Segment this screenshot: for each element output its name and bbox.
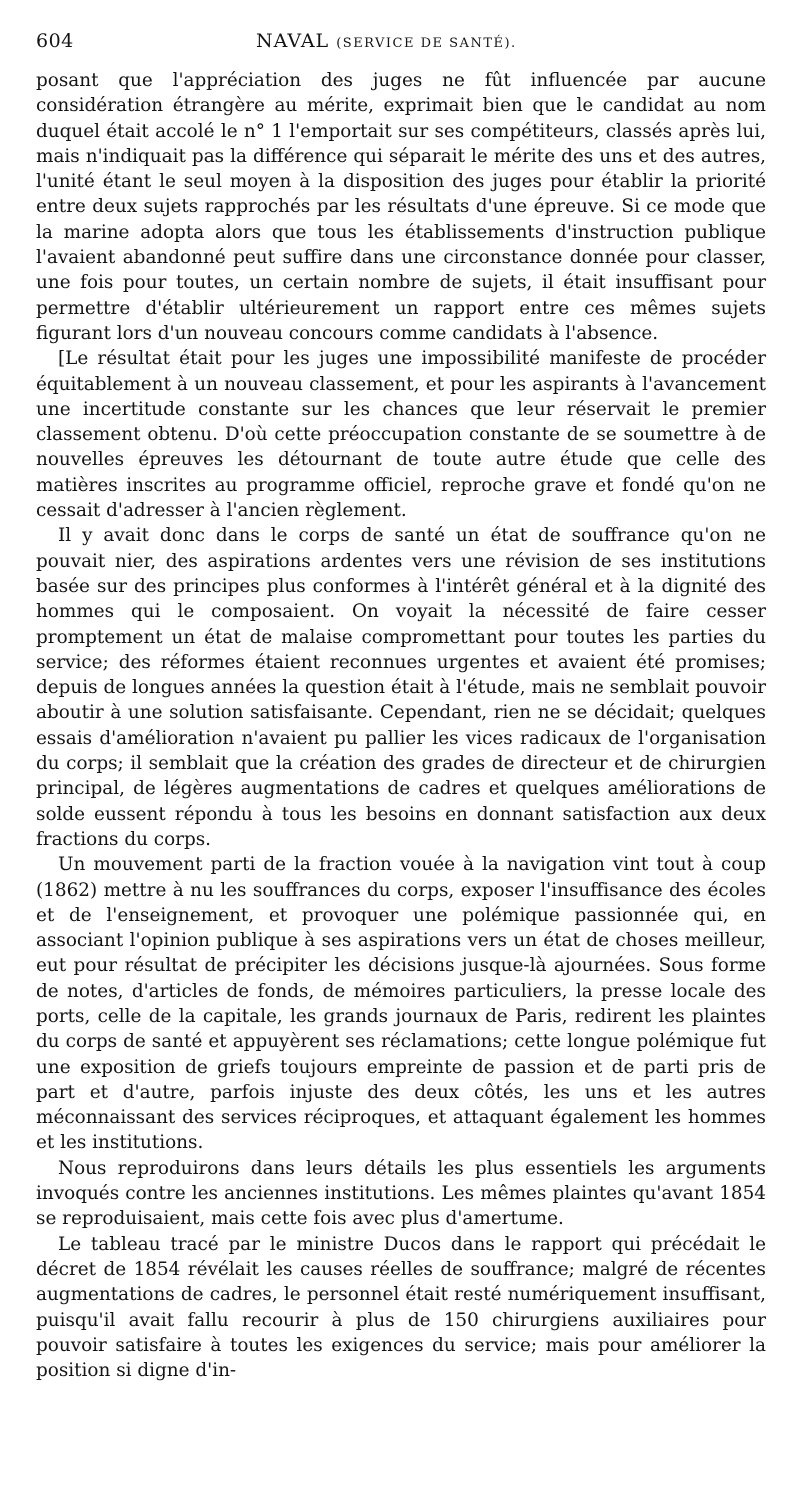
paragraph-4: Un mouvement parti de la fraction vouée à la navigation vint tout à coup (1862) mettre à nu les souffrances du corps, exposer l'insuffisance des écoles et de l'enseignement, et provoquer une polémique passionnée qui, en associant l'opinion publique à ses aspirations vers un état de choses meilleur, eut pour résultat de précipiter les décisions jusque-là ajournées. Sous forme de notes, d'articles de fonds, de mémoires particuliers, la presse locale des ports, celle de la capitale, les grands journaux de Paris, redirent les plaintes du corps de santé et appuyèrent ses réclamations; cette longue polémique fut une exposition de griefs toujours empreinte de passion et de parti pris de part et d'autre, parfois injuste des deux côtés, les uns et les autres méconnaissant des services réciproques, et attaquant également les hommes et les institutions. [36, 854, 766, 1154]
paragraph-5: Nous reproduirons dans leurs détails les plus essentiels les arguments invoqués contre les anciennes institutions. Les mêmes plaintes qu'avant 1854 se reproduisaient, mais cette fois avec plus d'amertume. [36, 1157, 766, 1230]
running-head-title: NAVAL [256, 30, 330, 52]
body-text [36, 68, 766, 1383]
page-header [36, 0, 766, 56]
page-number: 604 [36, 30, 74, 52]
paragraph-6: Le tableau tracé par le ministre Ducos dans le rapport qui précédait le décret de 1854 révélait les causes réelles de souffrance; malgré de récentes augmentations de cadres, le personnel était resté numériquement insuffisant, puisqu'il avait fallu recourir à plus de 150 chirurgiens auxiliaires pour pouvoir satisfaire à toutes les exigences du service; mais pour améliorer la position si digne d'in- [36, 1233, 766, 1382]
paragraph-2: [Le résultat était pour les juges une impossibilité manifeste de procéder équitablement à un nouveau classement, et pour les aspirants à l'avancement une incertitude constante sur les chances que leur réservait le premier classement obtenu. D'où cette préoccupation constante de se soumettre à de nouvelles épreuves les détournant de toute autre étude que celle des matières inscrites au programme officiel, reproche grave et fondé qu'on ne cessait d'adresser à l'ancien règlement. [36, 348, 766, 522]
running-head-subtitle: (SERVICE DE SANTÉ). [336, 36, 517, 51]
paragraph-3: Il y avait donc dans le corps de santé un état de souffrance qu'on ne pouvait nier, des aspirations ardentes vers une révision de ses institutions basée sur des principes plus conformes à l'intérêt général et à la dignité des hommes qui le composaient. On voyait la nécessité de faire cesser promptement un état de malaise compromettant pour toutes les parties du service; des réformes étaient reconnues urgentes et avaient été promises; depuis de longues années la question était à l'étude, mais ne semblait pouvoir aboutir à une solution satisfaisante. Cependant, rien ne se décidait; quelques essais d'amélioration n'avaient pu pallier les vices radicaux de l'organisation du corps; il semblait que la création des grades de directeur et de chirurgien principal, de légères augmentations de cadres et quelques améliorations de solde eussent répondu à tous les besoins en donnant satisfaction aux deux fractions du corps. [36, 525, 766, 850]
document-page [36, 0, 766, 1382]
paragraph-1: posant que l'appréciation des juges ne fût influencée par aucune considération étrangère au mérite, exprimait bien que le candidat au nom duquel était accolé le n° 1 l'emportait sur ses compétiteurs, classés après lui, mais n'indiquait pas la différence qui séparait le mérite des uns et des autres, l'unité étant le seul moyen à la disposition des juges pour établir la priorité entre deux sujets rapprochés par les résultats d'une épreuve. Si ce mode que la marine adopta alors que tous les établissements d'instruction publique l'avaient abandonné peut suffire dans une circonstance donnée pour classer, une fois pour toutes, un certain nombre de sujets, il était insuffisant pour permettre d'établir ultérieurement un rapport entre ces mêmes sujets figurant lors d'un nouveau concours comme candidats à l'absence. [36, 70, 766, 344]
running-head [256, 30, 517, 52]
